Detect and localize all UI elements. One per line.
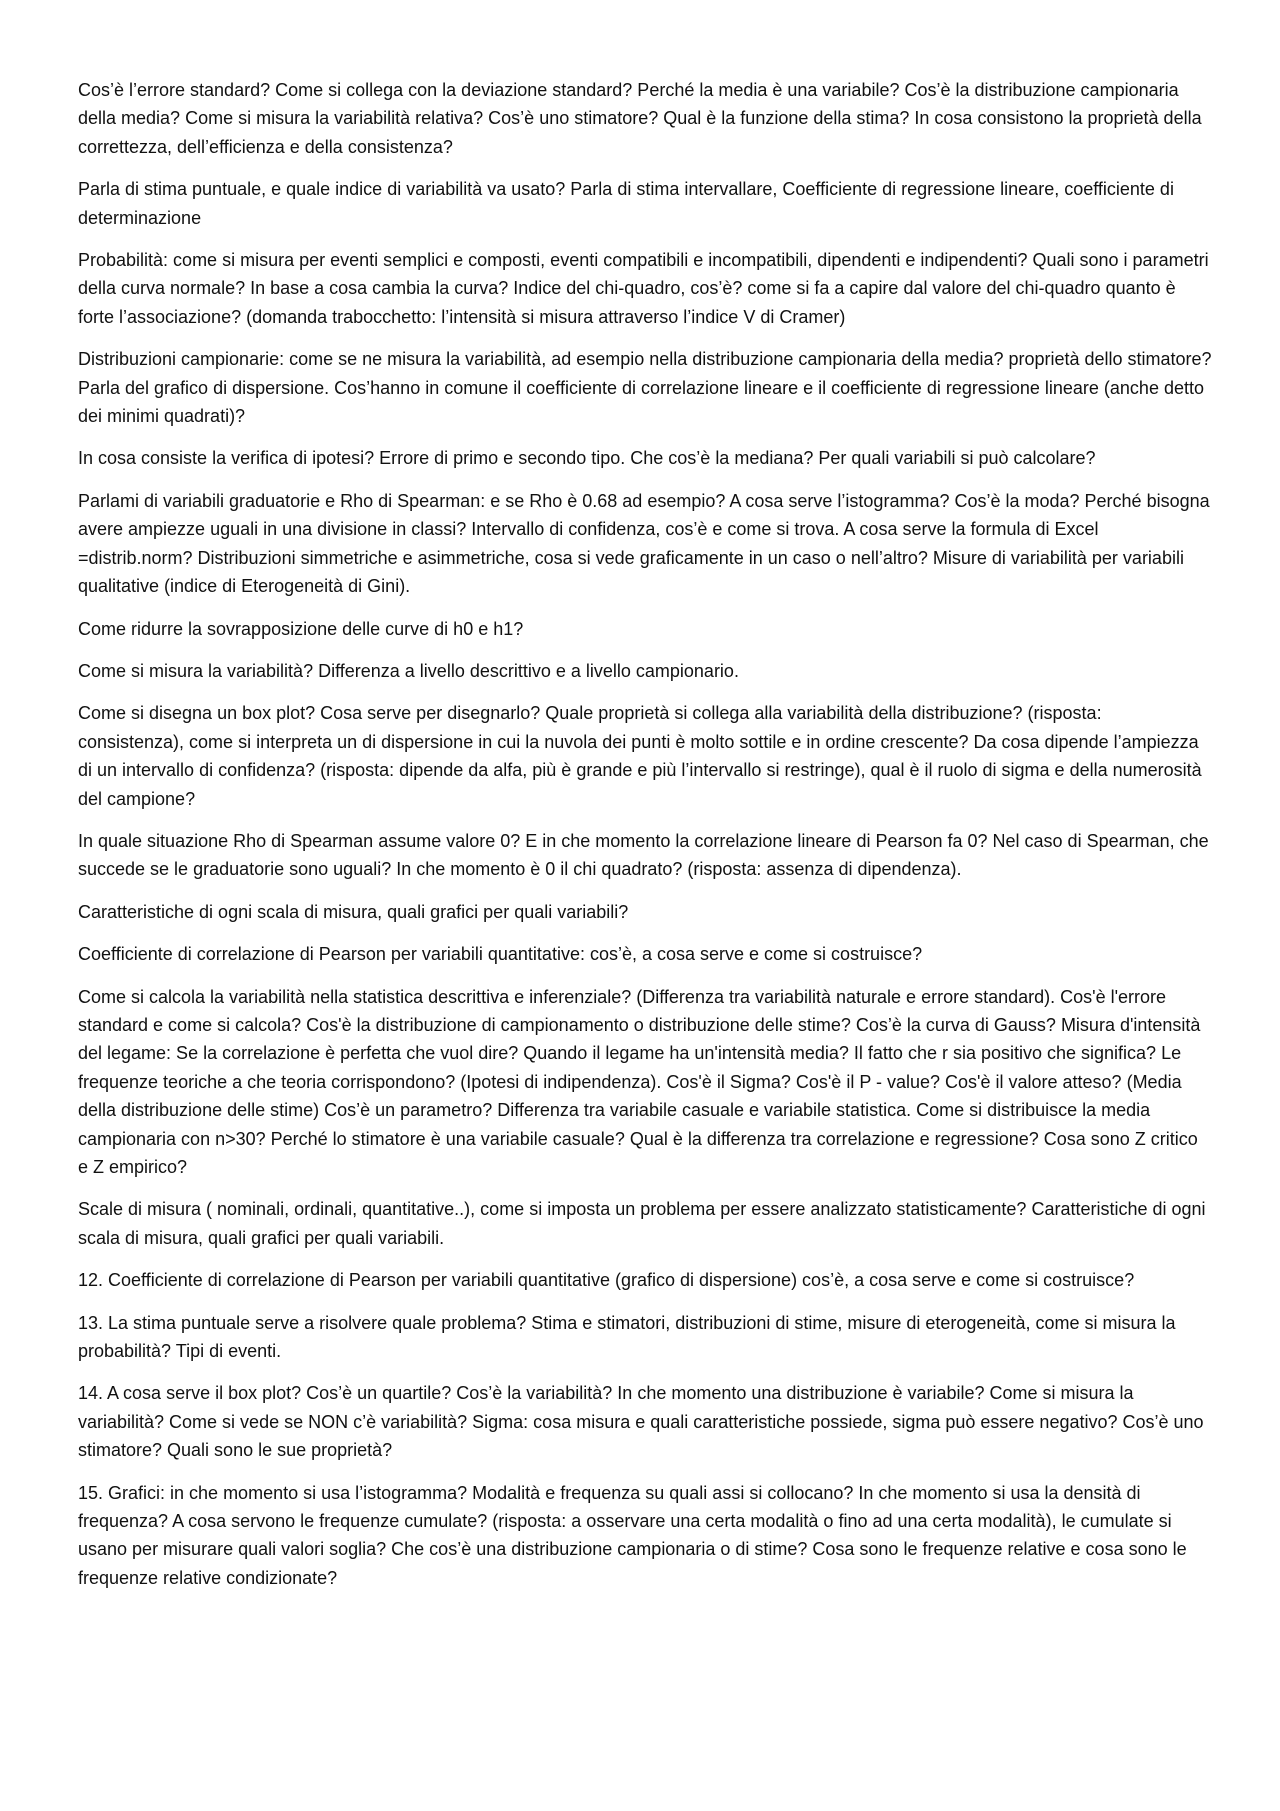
paragraph-10: In quale situazione Rho di Spearman assume valore 0? E in che momento la correlazione lineare di Pearson fa 0? Nel caso di Spearman, che succede se le graduatorie sono uguali? In che momento è 0 il chi quadrato? (risposta: assenza di dipendenza).: [78, 830, 1209, 880]
paragraph-6: Parlami di variabili graduatorie e Rho di Spearman: e se Rho è 0.68 ad esempio? A cosa serve l’istogramma? Cos’è la moda? Perché bisogna avere ampiezze uguali in una divisione in classi? Intervallo di confidenza, cos’è e come si trova. A cosa serve la formula di Excel =distrib.norm? Distribuzioni simmetriche e asimmetriche, cosa si vede graficamente in un caso o nell’altro? Misure di variabilità per variabili qualitative (indice di Eterogeneità di Gini).: [78, 490, 1210, 597]
paragraph-3: Probabilità: come si misura per eventi semplici e composti, eventi compatibili e incompatibili, dipendenti e indipendenti? Quali sono i parametri della curva normale? In base a cosa cambia la curva? Indice del chi-quadro, cos’è? come si fa a capire dal valore del chi-quadro quanto è forte l’associazione? (domanda trabocchetto: l’intensità si misura attraverso l’indice V di Cramer): [78, 250, 1209, 327]
paragraph-2: Parla di stima puntuale, e quale indice di variabilità va usato? Parla di stima intervallare, Coefficiente di regressione lineare, coefficiente di determinazione: [78, 179, 1174, 228]
paragraph-5: In cosa consiste la verifica di ipotesi? Errore di primo e secondo tipo. Che cos’è la mediana? Per quali variabili si può calcolare?: [78, 448, 1096, 469]
paragraph-8: Come si misura la variabilità? Differenza a livello descrittivo e a livello campionario.: [78, 660, 739, 681]
paragraph-17: 14. A cosa serve il box plot? Cos’è un quartile? Cos’è la variabilità? In che momento una distribuzione è variabile? Come si misura la variabilità? Come si vede se NON c’è variabilità? Sigma: cosa misura e quali caratteristiche possiede, sigma può essere negativo? Cos’è uno stimatore? Quali sono le sue proprietà?: [78, 1383, 1204, 1461]
paragraph-9: Come si disegna un box plot? Cosa serve per disegnarlo? Quale proprietà si collega alla variabilità della distribuzione? (risposta: consistenza), come si interpreta un di dispersione in cui la nuvola dei punti è molto sottile e in ordine crescente? Da cosa dipende l’ampiezza di un intervallo di confidenza? (risposta: dipende da alfa, più è grande e più l’intervallo si restringe), qual è il ruolo di sigma e della numerosità del campione?: [78, 703, 1202, 809]
paragraph-14: Scale di misura ( nominali, ordinali, quantitative..), come si imposta un problema per essere analizzato statisticamente? Caratteristiche di ogni scala di misura, quali grafici per quali variabili.: [78, 1199, 1206, 1248]
paragraph-11: Caratteristiche di ogni scala di misura, quali grafici per quali variabili?: [78, 901, 629, 922]
document-body: [78, 76, 1212, 1606]
paragraph-16: 13. La stima puntuale serve a risolvere quale problema? Stima e stimatori, distribuzioni di stime, misure di eterogeneità, come si misura la probabilità? Tipi di eventi.: [78, 1312, 1176, 1362]
paragraph-4: Distribuzioni campionarie: come se ne misura la variabilità, ad esempio nella distribuzione campionaria della media? proprietà dello stimatore? Parla del grafico di dispersione. Cos’hanno in comune il coefficiente di correlazione lineare e il coefficiente di regressione lineare (anche detto dei minimi quadrati)?: [78, 349, 1212, 427]
paragraph-7: Come ridurre la sovrapposizione delle curve di h0 e h1?: [78, 618, 524, 639]
paragraph-13: Come si calcola la variabilità nella statistica descrittiva e inferenziale? (Differenza tra variabilità naturale e errore standard). Cos'è l'errore standard e come si calcola? Cos'è la distribuzione di campionamento o distribuzione delle stime? Cos’è la curva di Gauss? Misura d'intensità del legame: Se la correlazione è perfetta che vuol dire? Quando il legame ha un'intensità media? Il fatto che r sia positivo che significa? Le frequenze teoriche a che teoria corrispondono? (Ipotesi di indipendenza). Cos'è il Sigma? Cos'è il P - value? Cos'è il valore atteso? (Media della distribuzione delle stime) Cos’è un parametro? Differenza tra variabile casuale e variabile statistica. Come si distribuisce la media campionaria con n>30? Perché lo stimatore è una variabile casuale? Qual è la differenza tra correlazione e regressione? Cosa sono Z critico e Z empirico?: [78, 986, 1201, 1177]
paragraph-1: Cos’è l’errore standard? Come si collega con la deviazione standard? Perché la media è una variabile? Cos’è la distribuzione campionaria della media? Come si misura la variabilità relativa? Cos’è uno stimatore? Qual è la funzione della stima? In cosa consistono la proprietà della correttezza, dell’efficienza e della consistenza?: [78, 80, 1202, 157]
paragraph-15: 12. Coefficiente di correlazione di Pearson per variabili quantitative (grafico di dispersione) cos’è, a cosa serve e come si costruisce?: [78, 1270, 1135, 1291]
paragraph-18: 15. Grafici: in che momento si usa l’istogramma? Modalità e frequenza su quali assi si collocano? In che momento si usa la densità di frequenza? A cosa servono le frequenze cumulate? (risposta: a osservare una certa modalità o fino ad una certa modalità), le cumulate si usano per misurare quali valori soglia? Che cos’è una distribuzione campionaria o di stime? Cosa sono le frequenze relative e cosa sono le frequenze relative condizionate?: [78, 1482, 1187, 1588]
paragraph-12: Coefficiente di correlazione di Pearson per variabili quantitative: cos’è, a cosa serve e come si costruisce?: [78, 944, 923, 965]
